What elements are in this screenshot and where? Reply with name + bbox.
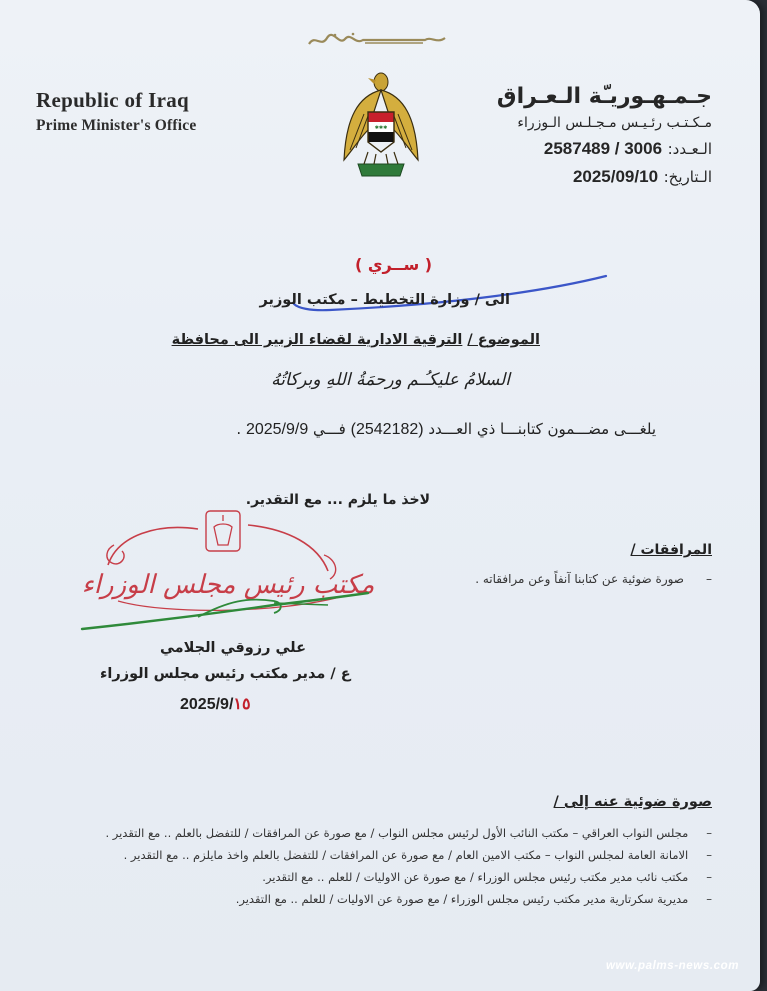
basmala-calligraphy (305, 30, 450, 50)
copies-to-item: مجلس النواب العراقي – مكتب النائب الأول لرئيس مجلس النواب / مع صورة عن المرافقات / للتفضل بالعلم .. مع التقدير . (105, 826, 689, 840)
svg-text:✱✱✱: ✱✱✱ (374, 125, 388, 131)
list-dash: – (706, 870, 712, 884)
body-text-start: يلغـــى مضـــمون كتابنـــا ذي العـــدد (428, 420, 656, 438)
attachment-item (475, 572, 712, 586)
arabic-letterhead (412, 84, 712, 187)
english-letterhead (36, 88, 256, 135)
signatory-title: ع / مدير مكتب رئيس مجلس الوزراء (100, 666, 351, 682)
list-dash: – (706, 572, 712, 586)
list-item (32, 888, 712, 910)
subject-line (172, 332, 540, 348)
reference-number-label: الـعـدد: (667, 140, 712, 158)
signatory-name: علي رزوقي الجلامي (160, 640, 306, 656)
subject-label: الموضوع / (467, 332, 540, 348)
list-item (32, 866, 712, 888)
copies-to-list (32, 822, 712, 910)
letter-date-value: 2025/09/10 (572, 167, 659, 186)
reference-number-row (412, 139, 712, 159)
body-reference-date: 2025/9/9 (245, 421, 309, 438)
subject-text: الترقية الادارية لقضاء الزبير الى محافظة (171, 332, 463, 348)
body-reference-number: (2542182) (350, 421, 424, 438)
list-dash: – (706, 892, 712, 906)
attachment-text: صورة ضوئية عن كتابنا آنفاً وعن مرافقاته . (475, 572, 684, 586)
greeting: السلامُ عليكـُـم ورحمَةُ اللهِ وبركاتُهُ (271, 370, 510, 390)
stamp-text: مكتب رئيس مجلس الوزراء (81, 570, 375, 600)
body-text-end: . (236, 420, 242, 438)
closing-line: لاخذ ما يلزم ... مع التقدير. (245, 492, 430, 508)
site-watermark: www.palms-news.com (606, 960, 740, 972)
list-dash: – (706, 826, 712, 840)
arabic-office-name: مـكـتـب رئـيـس مـجـلـس الـوزراء (517, 115, 712, 131)
attachments-title: المرافقات / (630, 542, 712, 558)
list-item (32, 822, 712, 844)
signature-date-prefix: 2025/9/ (180, 696, 234, 713)
letter-date-label: الـتاريخ: (663, 168, 712, 186)
english-country-name: Republic of Iraq (36, 88, 189, 112)
english-office-name: Prime Minister's Office (36, 117, 197, 134)
signature-date-day: ١٥ (233, 696, 251, 713)
copies-to-item: مديرية سكرتارية مدير مكتب رئيس مجلس الوزراء / مع صورة عن الاوليات / للعلم .. مع التقدير. (235, 892, 689, 906)
signature-date (180, 694, 251, 714)
copies-to-item: مكتب نائب مدير مكتب رئيس مجلس الوزراء / مع صورة عن الاوليات / للعلم .. مع التقدير. (262, 870, 689, 884)
letter-date-row (412, 167, 712, 187)
addressee: الى / وزارة التخطيط – مكتب الوزير (259, 292, 510, 308)
official-stamp-and-signature (78, 505, 378, 645)
list-dash: – (706, 848, 712, 862)
body-text-middle: فـــي (313, 420, 346, 438)
arabic-country-name: جـمـهـوريـّة الـعـراق (496, 84, 712, 109)
classification-marking: ( ســري ) (355, 255, 433, 274)
letter-body (96, 420, 656, 439)
copies-to-title: صورة ضوئية عنه إلى / (553, 794, 712, 810)
copies-to-item: الامانة العامة لمجلس النواب – مكتب الامين العام / مع صورة عن المرافقات / للتفضل بالعلم واخذ مايلزم .. مع التقدير . (123, 848, 689, 862)
reference-number-value: 2587489 / 3006 (543, 139, 663, 158)
list-item (32, 844, 712, 866)
